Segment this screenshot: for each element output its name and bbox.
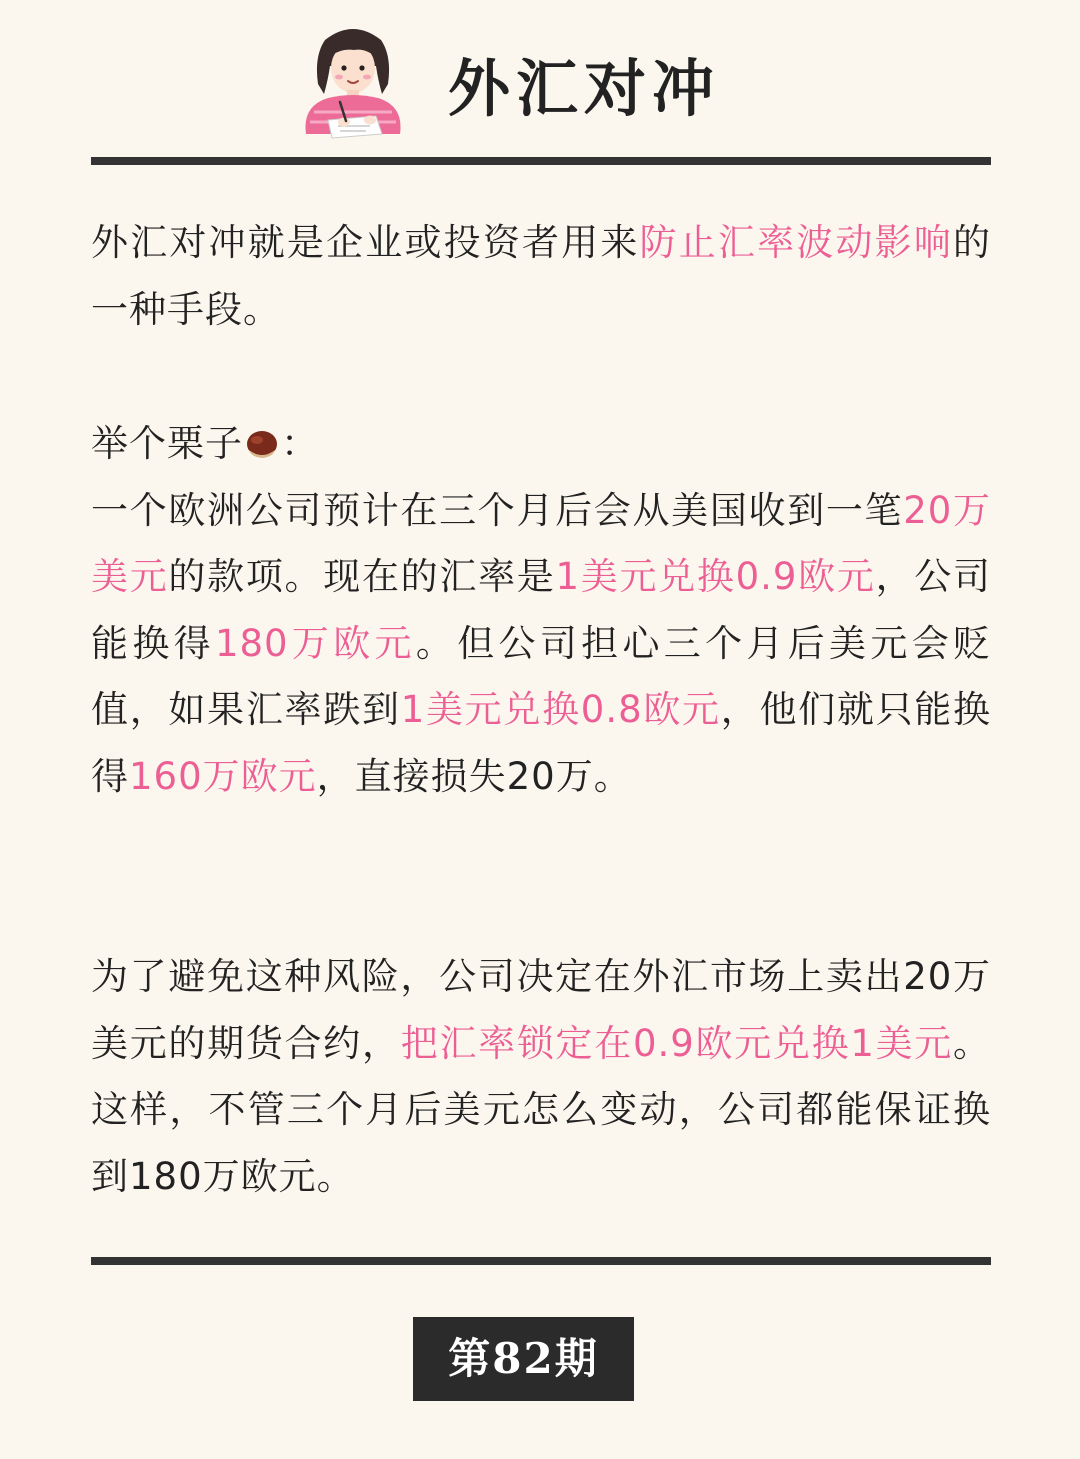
example-label-colon: ： <box>281 422 319 465</box>
highlight-segment: 1美元兑换0.8欧元 <box>400 688 721 731</box>
chestnut-emoji-icon <box>245 426 279 460</box>
issue-badge: 第82期 <box>413 1317 634 1401</box>
text-segment: ，公司能换得 <box>91 555 992 665</box>
text-segment: 。这样，不管三个月后美元怎么变动，公司都能保证换到180万欧元。 <box>91 1021 992 1198</box>
text-segment: 外汇对冲就是企业或投资者用来 <box>91 221 640 264</box>
text-segment: 的款项。现在的汇率是 <box>168 555 556 598</box>
definition-paragraph <box>91 210 991 343</box>
highlight-segment: 防止汇率波动影响 <box>639 221 954 264</box>
text-segment: ，直接损失20万。 <box>316 754 632 798</box>
text-segment: ，他们就只能换得 <box>91 688 992 798</box>
highlight-segment: 把汇率锁定在0.9欧元兑换1美元 <box>400 1021 954 1065</box>
bottom-divider <box>91 1257 991 1265</box>
highlight-segment: 20万美元 <box>91 488 991 598</box>
highlight-segment: 180万欧元 <box>214 621 416 665</box>
solution-paragraph <box>91 944 991 1210</box>
page-title: 外汇对冲 <box>448 52 721 125</box>
header <box>0 0 1080 160</box>
text-segment: 的一种手段。 <box>91 221 992 331</box>
girl-writing-icon <box>292 22 414 140</box>
top-divider <box>91 157 991 165</box>
text-segment: 。但公司担心三个月后美元会贬值，如果汇率跌到 <box>91 621 992 731</box>
example-label: 举个栗子 <box>91 422 243 465</box>
example-paragraph <box>91 411 991 810</box>
highlight-segment: 1美元兑换0.9欧元 <box>555 555 876 598</box>
text-segment: 为了避免这种风险，公司决定在外汇市场上卖出20万美元的期货合约， <box>91 955 991 1065</box>
text-segment: 一个欧洲公司预计在三个月后会从美国收到一笔 <box>91 488 904 532</box>
highlight-segment: 160万欧元 <box>129 754 317 798</box>
